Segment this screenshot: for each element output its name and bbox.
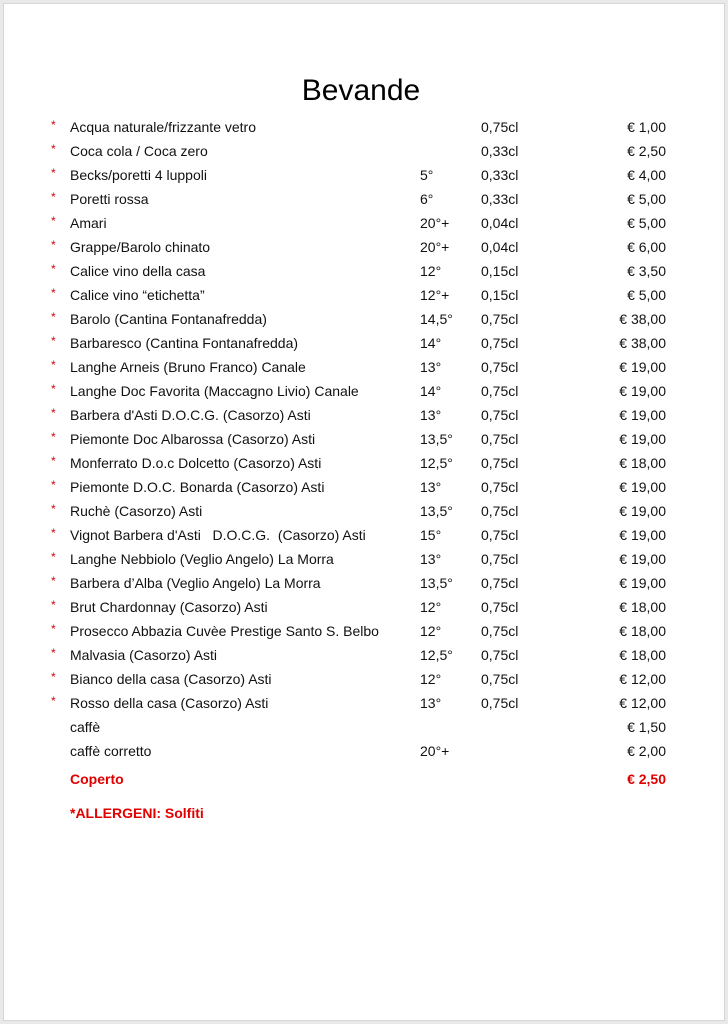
- item-name: Amari: [70, 215, 107, 231]
- item-price: € 18,00: [619, 455, 666, 471]
- item-volume: 0,75cl: [481, 527, 519, 543]
- item-abv: 14,5°: [420, 311, 453, 327]
- item-name: Barbera d’Alba (Veglio Angelo) La Morra: [70, 575, 321, 591]
- item-volume: 0,15cl: [481, 263, 519, 279]
- list-item: [4, 475, 724, 499]
- item-name: Malvasia (Casorzo) Asti: [70, 647, 218, 663]
- item-name: Piemonte D.O.C. Bonarda (Casorzo) Asti: [70, 479, 325, 495]
- allergen-star: *: [51, 550, 56, 564]
- allergen-star: *: [51, 118, 56, 132]
- allergen-star: *: [51, 334, 56, 348]
- item-name: Poretti rossa: [70, 191, 149, 207]
- item-price: € 19,00: [619, 503, 666, 519]
- item-price: € 19,00: [619, 575, 666, 591]
- allergen-star: *: [51, 598, 56, 612]
- item-price: € 18,00: [619, 599, 666, 615]
- item-volume: 0,75cl: [481, 479, 519, 495]
- item-name: Langhe Arneis (Bruno Franco) Canale: [70, 359, 306, 375]
- list-item: [4, 619, 724, 643]
- allergen-star: *: [51, 142, 56, 156]
- list-item: [4, 379, 724, 403]
- item-abv: 6°: [420, 191, 434, 207]
- item-volume: 0,04cl: [481, 239, 519, 255]
- item-price: € 12,00: [619, 671, 666, 687]
- item-abv: 12°: [420, 671, 442, 687]
- item-name: Ruchè (Casorzo) Asti: [70, 503, 203, 519]
- item-name: Grappe/Barolo chinato: [70, 239, 211, 255]
- item-volume: 0,33cl: [481, 191, 519, 207]
- item-abv: 12,5°: [420, 455, 453, 471]
- item-abv: 13°: [420, 359, 442, 375]
- list-item: [4, 451, 724, 475]
- list-item: [4, 715, 724, 739]
- item-volume: 0,75cl: [481, 623, 519, 639]
- item-price: € 19,00: [619, 551, 666, 567]
- list-item: [4, 139, 724, 163]
- item-name: Langhe Doc Favorita (Maccagno Livio) Canale: [70, 383, 359, 399]
- item-price: € 19,00: [619, 359, 666, 375]
- list-item: [4, 163, 724, 187]
- item-volume: 0,75cl: [481, 575, 519, 591]
- item-price: € 1,00: [627, 119, 666, 135]
- allergen-star: *: [51, 310, 56, 324]
- item-price: € 2,00: [627, 743, 666, 759]
- list-item: [4, 595, 724, 619]
- item-name: Calice vino “etichetta”: [70, 287, 205, 303]
- list-item: [4, 427, 724, 451]
- list-item: [4, 187, 724, 211]
- item-price: € 1,50: [627, 719, 666, 735]
- item-price: € 18,00: [619, 623, 666, 639]
- item-abv: 14°: [420, 335, 442, 351]
- coperto-price: € 2,50: [627, 771, 666, 787]
- item-abv: 13°: [420, 695, 442, 711]
- item-abv: 20°+: [420, 743, 450, 759]
- list-item: [4, 355, 724, 379]
- item-abv: 13,5°: [420, 575, 453, 591]
- page-title: Bevande: [301, 74, 421, 107]
- allergen-star: *: [51, 262, 56, 276]
- list-item: [4, 523, 724, 547]
- item-volume: 0,75cl: [481, 119, 519, 135]
- allergen-star: *: [51, 238, 56, 252]
- item-volume: 0,75cl: [481, 599, 519, 615]
- item-price: € 19,00: [619, 407, 666, 423]
- item-name: Vignot Barbera d'Asti D.O.C.G. (Casorzo) Asti: [70, 527, 366, 543]
- item-name: caffè: [70, 719, 101, 735]
- list-item: [4, 211, 724, 235]
- item-name: Barolo (Cantina Fontanafredda): [70, 311, 267, 327]
- item-abv: 12°: [420, 263, 442, 279]
- item-abv: 13,5°: [420, 503, 453, 519]
- item-price: € 3,50: [627, 263, 666, 279]
- item-volume: 0,75cl: [481, 335, 519, 351]
- item-abv: 5°: [420, 167, 434, 183]
- allergen-star: *: [51, 670, 56, 684]
- item-name: Langhe Nebbiolo (Veglio Angelo) La Morra: [70, 551, 334, 567]
- coperto-row: [4, 767, 724, 791]
- item-name: Brut Chardonnay (Casorzo) Asti: [70, 599, 268, 615]
- allergen-star: *: [51, 358, 56, 372]
- item-volume: 0,75cl: [481, 455, 519, 471]
- menu-page: [3, 3, 725, 1021]
- item-abv: 14°: [420, 383, 442, 399]
- list-item: [4, 259, 724, 283]
- allergen-star: *: [51, 502, 56, 516]
- item-abv: 20°+: [420, 215, 450, 231]
- item-name: Barbaresco (Cantina Fontanafredda): [70, 335, 299, 351]
- item-volume: 0,75cl: [481, 311, 519, 327]
- allergens-note: *ALLERGENI: Solfiti: [70, 805, 204, 821]
- allergen-star: *: [51, 214, 56, 228]
- allergen-star: *: [51, 382, 56, 396]
- item-name: Becks/poretti 4 luppoli: [70, 167, 207, 183]
- list-item: [4, 499, 724, 523]
- allergen-star: *: [51, 646, 56, 660]
- item-price: € 6,00: [627, 239, 666, 255]
- list-item: [4, 547, 724, 571]
- item-abv: 13°: [420, 407, 442, 423]
- allergen-star: *: [51, 430, 56, 444]
- item-name: Acqua naturale/frizzante vetro: [70, 119, 256, 135]
- item-price: € 19,00: [619, 527, 666, 543]
- item-price: € 5,00: [627, 191, 666, 207]
- item-volume: 0,75cl: [481, 407, 519, 423]
- item-price: € 2,50: [627, 143, 666, 159]
- item-abv: 13°: [420, 551, 442, 567]
- item-name: Barbera d'Asti D.O.C.G. (Casorzo) Asti: [70, 407, 311, 423]
- item-price: € 19,00: [619, 383, 666, 399]
- allergen-star: *: [51, 694, 56, 708]
- coperto-label: Coperto: [70, 771, 124, 787]
- allergen-star: *: [51, 454, 56, 468]
- list-item: [4, 403, 724, 427]
- item-abv: 20°+: [420, 239, 450, 255]
- item-abv: 12°+: [420, 287, 450, 303]
- list-item: [4, 283, 724, 307]
- list-item: [4, 115, 724, 139]
- item-name: Rosso della casa (Casorzo) Asti: [70, 695, 269, 711]
- item-price: € 19,00: [619, 431, 666, 447]
- list-item: [4, 643, 724, 667]
- item-volume: 0,04cl: [481, 215, 519, 231]
- item-abv: 13,5°: [420, 431, 453, 447]
- item-name: Coca cola / Coca zero: [70, 143, 208, 159]
- allergen-star: *: [51, 526, 56, 540]
- item-price: € 18,00: [619, 647, 666, 663]
- allergen-star: *: [51, 286, 56, 300]
- list-item: [4, 739, 724, 763]
- item-name: Calice vino della casa: [70, 263, 206, 279]
- item-volume: 0,75cl: [481, 695, 519, 711]
- list-item: [4, 691, 724, 715]
- list-item: [4, 331, 724, 355]
- item-volume: 0,75cl: [481, 551, 519, 567]
- item-abv: 13°: [420, 479, 442, 495]
- item-name: Piemonte Doc Albarossa (Casorzo) Asti: [70, 431, 316, 447]
- allergen-star: *: [51, 574, 56, 588]
- item-volume: 0,75cl: [481, 359, 519, 375]
- drinks-list: [4, 115, 724, 763]
- allergen-star: *: [51, 622, 56, 636]
- item-volume: 0,33cl: [481, 167, 519, 183]
- item-volume: 0,15cl: [481, 287, 519, 303]
- item-abv: 12°: [420, 599, 442, 615]
- allergen-star: *: [51, 478, 56, 492]
- item-name: caffè corretto: [70, 743, 152, 759]
- item-volume: 0,75cl: [481, 431, 519, 447]
- item-name: Monferrato D.o.c Dolcetto (Casorzo) Asti: [70, 455, 322, 471]
- item-abv: 12,5°: [420, 647, 453, 663]
- allergen-star: *: [51, 190, 56, 204]
- item-price: € 38,00: [619, 311, 666, 327]
- item-name: Prosecco Abbazia Cuvèe Prestige Santo S. Belbo: [70, 623, 379, 639]
- item-name: Bianco della casa (Casorzo) Asti: [70, 671, 272, 687]
- item-abv: 15°: [420, 527, 442, 543]
- item-price: € 5,00: [627, 215, 666, 231]
- list-item: [4, 667, 724, 691]
- item-volume: 0,75cl: [481, 671, 519, 687]
- list-item: [4, 307, 724, 331]
- list-item: [4, 235, 724, 259]
- item-volume: 0,75cl: [481, 503, 519, 519]
- allergen-star: *: [51, 166, 56, 180]
- item-price: € 5,00: [627, 287, 666, 303]
- item-volume: 0,75cl: [481, 647, 519, 663]
- list-item: [4, 571, 724, 595]
- allergen-star: *: [51, 406, 56, 420]
- item-volume: 0,75cl: [481, 383, 519, 399]
- item-volume: 0,33cl: [481, 143, 519, 159]
- item-price: € 19,00: [619, 479, 666, 495]
- item-price: € 12,00: [619, 695, 666, 711]
- item-price: € 4,00: [627, 167, 666, 183]
- item-abv: 12°: [420, 623, 442, 639]
- item-price: € 38,00: [619, 335, 666, 351]
